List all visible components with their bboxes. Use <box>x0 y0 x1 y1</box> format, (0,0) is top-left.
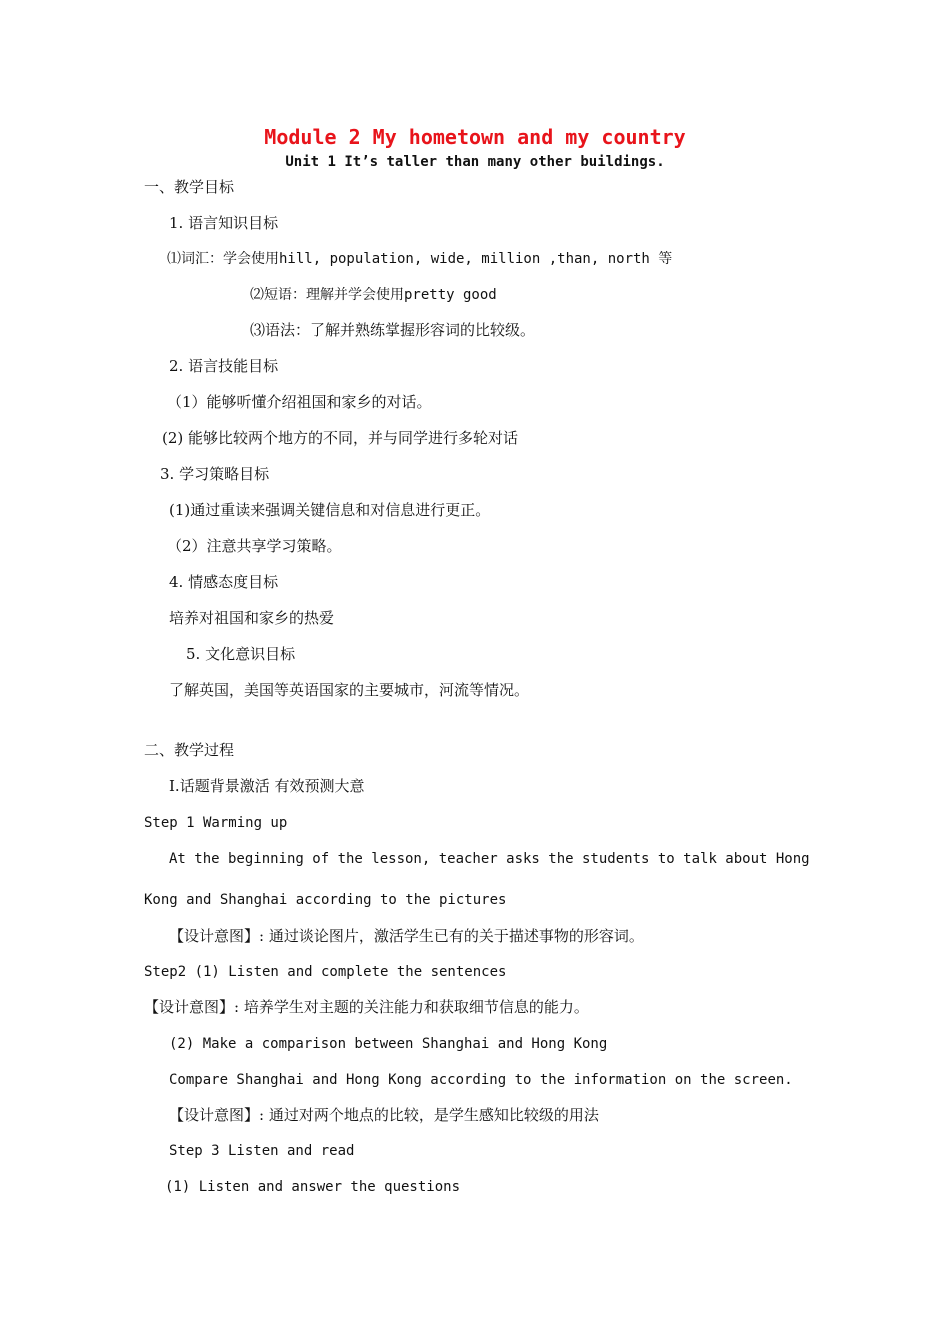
step-2-part-2-design-intent: 【设计意图】: 通过对两个地点的比较，是学生感知比较级的用法 <box>169 1106 599 1124</box>
step-2-part-2: (2) Make a comparison between Shanghai and Hong Kong <box>169 1036 608 1052</box>
step-1-description-line-1: At the beginning of the lesson, teacher asks the students to talk about Hong <box>169 851 810 867</box>
document-subtitle: Unit 1 It’s taller than many other buildings. <box>285 154 665 170</box>
objective-strategy-1: (1)通过重读来强调关键信息和对信息进行更正。 <box>169 501 491 519</box>
objective-vocabulary: ⑴词汇：学会使用hill, population, wide, million ,than, north 等 <box>167 251 673 267</box>
step-3-part-1: (1) Listen and answer the questions <box>165 1179 461 1195</box>
section-heading-process: 二、教学过程 <box>144 741 235 759</box>
objective-heading-language-knowledge: 1. 语言知识目标 <box>169 214 279 232</box>
objective-heading-language-skills: 2. 语言技能目标 <box>169 357 279 375</box>
step-2-design-intent: 【设计意图】: 培养学生对主题的关注能力和获取细节信息的能力。 <box>144 998 589 1016</box>
objective-heading-emotion: 4. 情感态度目标 <box>169 573 279 591</box>
step-1-description-line-2: Kong and Shanghai according to the pictures <box>144 892 507 908</box>
step-1-design-intent: 【设计意图】: 通过谈论图片，激活学生已有的关于描述事物的形容词。 <box>169 927 644 945</box>
objective-grammar: ⑶语法：了解并熟练掌握形容词的比较级。 <box>250 321 536 339</box>
step-2-heading: Step2 (1) Listen and complete the sentences <box>144 964 507 980</box>
document-title: Module 2 My hometown and my country <box>264 125 686 149</box>
objective-skill-1: （1）能够听懂介绍祖国和家乡的对话。 <box>167 393 432 411</box>
objective-culture-text: 了解英国，美国等英语国家的主要城市，河流等情况。 <box>169 681 530 699</box>
objective-strategy-2: （2）注意共享学习策略。 <box>167 537 342 555</box>
section-heading-objectives: 一、教学目标 <box>144 178 235 196</box>
process-topic-activation: I.话题背景激活 有效预测大意 <box>169 777 365 795</box>
step-3-heading: Step 3 Listen and read <box>169 1143 355 1159</box>
objective-skill-2: (2) 能够比较两个地方的不同，并与同学进行多轮对话 <box>162 429 519 447</box>
step-2-part-2-description: Compare Shanghai and Hong Kong according to the information on the screen. <box>169 1072 793 1088</box>
objective-phrases: ⑵短语：理解并学会使用pretty good <box>250 287 497 303</box>
objective-emotion-text: 培养对祖国和家乡的热爱 <box>169 609 335 627</box>
objective-heading-culture: 5. 文化意识目标 <box>186 645 296 663</box>
step-1-heading: Step 1 Warming up <box>144 815 288 831</box>
objective-heading-learning-strategy: 3. 学习策略目标 <box>160 465 270 483</box>
